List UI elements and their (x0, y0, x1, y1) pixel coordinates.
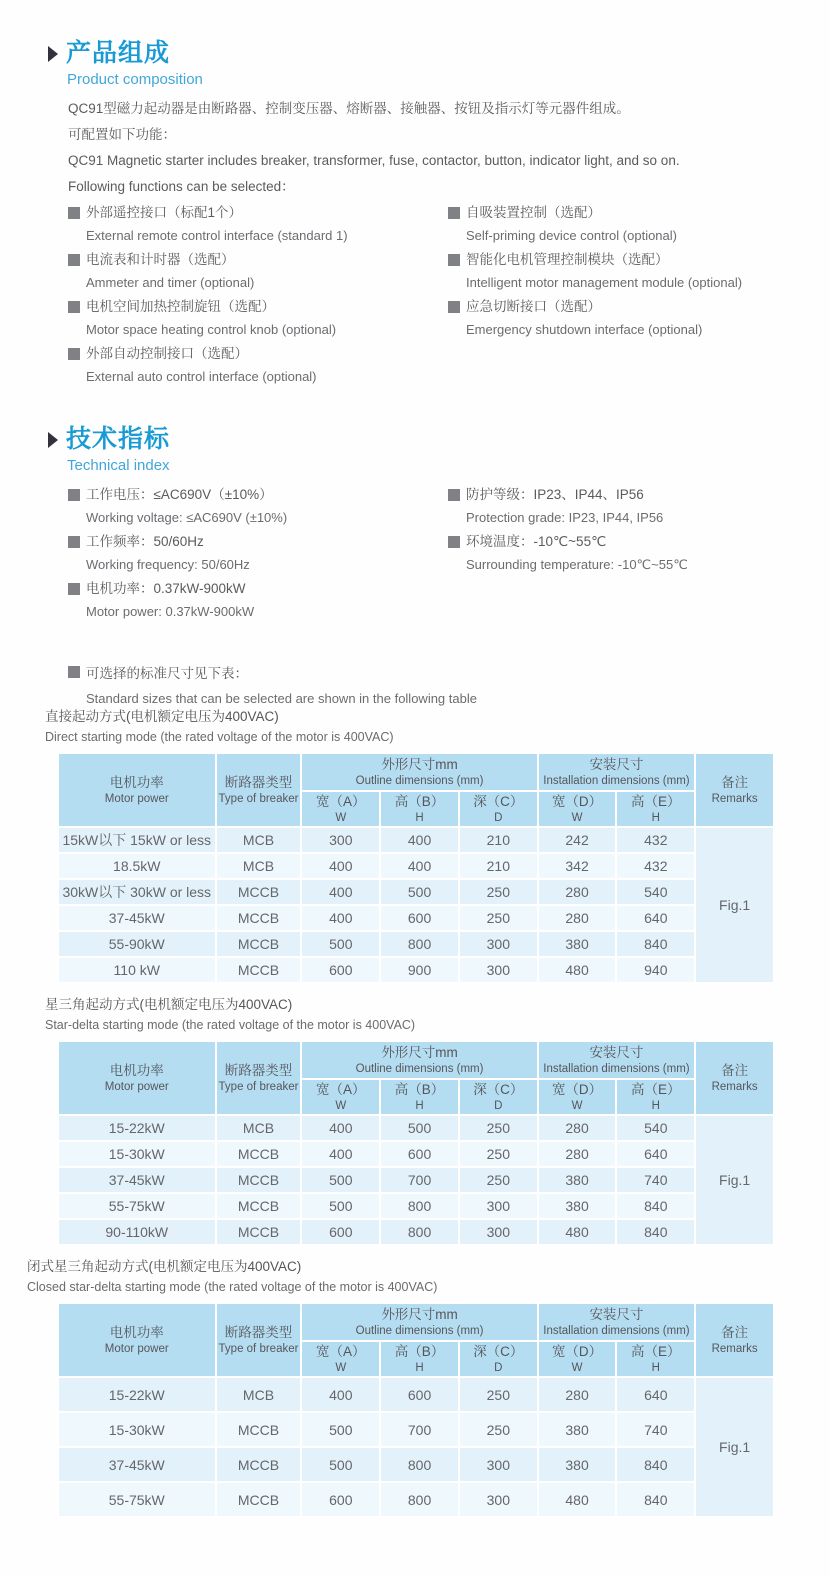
table-head (58, 1303, 774, 1377)
table-cell: 55-90kW (58, 931, 216, 957)
table-cell: 380 (538, 931, 617, 957)
table-cell: 740 (616, 1167, 695, 1193)
table-row (58, 1219, 774, 1245)
table-cell: 400 (301, 1377, 380, 1412)
table-cell: 15-22kW (58, 1377, 216, 1412)
feature-zh: 外部遥控接口（标配1个） (86, 204, 243, 220)
table-caption-zh: 星三角起动方式(电机额定电压为400VAC) (45, 997, 293, 1012)
feature-item (68, 206, 448, 242)
table-cell: 210 (459, 827, 538, 853)
feature-zh: 电流表和计时器（选配） (86, 251, 235, 267)
note-en: Standard sizes that can be selected are shown in the following table (86, 691, 477, 706)
feature-zh: 智能化电机管理控制模块（选配） (466, 251, 669, 267)
table-cell: 300 (459, 1447, 538, 1482)
feature-list (68, 206, 800, 394)
header-height-b: 高（B） H (380, 791, 459, 827)
table-cell: 250 (459, 879, 538, 905)
header-remarks: 备注 Remarks (695, 1303, 774, 1377)
spec-item (68, 535, 448, 571)
spec-item (448, 535, 800, 571)
table-row (58, 1482, 774, 1517)
table-cell: 400 (380, 827, 459, 853)
section-header (48, 40, 800, 68)
table-cell: 400 (301, 853, 380, 879)
table-cell: 480 (538, 957, 617, 983)
table-cell: MCCB (216, 905, 302, 931)
spec-item (68, 488, 448, 524)
spec-zh: 环境温度：-10℃~55℃ (466, 533, 607, 549)
header-width-d: 宽（D） W (538, 791, 617, 827)
spec-zh: 电机功率：0.37kW-900kW (86, 580, 246, 596)
spec-en: Motor power: 0.37kW-900kW (86, 603, 255, 619)
table-cell: 540 (616, 879, 695, 905)
header-installation-dimensions: 安装尺寸 Installation dimensions (mm) (538, 1041, 696, 1079)
paragraph: 可配置如下功能： (68, 126, 176, 142)
feature-en: Motor space heating control knob (optional) (86, 321, 337, 337)
remark-cell: Fig.1 (695, 827, 774, 983)
table-cell: 600 (380, 1377, 459, 1412)
table-caption-zh: 直接起动方式(电机额定电压为400VAC) (45, 709, 279, 724)
table-cell: 110 kW (58, 957, 216, 983)
header-height-b: 高（B） H (380, 1079, 459, 1115)
spec-zh: 工作电压：≤AC690V（±10%） (86, 486, 273, 502)
table-cell: MCCB (216, 1412, 302, 1447)
table-cell: MCCB (216, 1447, 302, 1482)
header-motor-power: 电机功率 Motor power (58, 753, 216, 827)
section-header (48, 426, 800, 454)
header-motor-power: 电机功率 Motor power (58, 1303, 216, 1377)
table-cell: 280 (538, 1377, 617, 1412)
standard-sizes-note (68, 662, 477, 706)
header-height-b: 高（B） H (380, 1341, 459, 1377)
table-cell: 15-30kW (58, 1412, 216, 1447)
table-cell: 700 (380, 1412, 459, 1447)
feature-zh: 自吸装置控制（选配） (466, 204, 601, 220)
table-row (58, 1115, 774, 1141)
table-row (58, 1167, 774, 1193)
table-cell: 500 (301, 931, 380, 957)
spec-en: Protection grade: IP23, IP44, IP56 (466, 509, 664, 525)
header-width-d: 宽（D） W (538, 1341, 617, 1377)
table-cell: 280 (538, 1141, 617, 1167)
table-cell: 300 (459, 1482, 538, 1517)
header-breaker-type: 断路器类型 Type of breaker (216, 1303, 302, 1377)
table-cell: 600 (301, 1482, 380, 1517)
table-cell: MCCB (216, 931, 302, 957)
section-title-en: Product composition (67, 70, 203, 88)
table-row (58, 957, 774, 983)
feature-column-left (68, 206, 448, 394)
table-cell: MCCB (216, 1193, 302, 1219)
table-row (58, 1412, 774, 1447)
remark-cell: Fig.1 (695, 1115, 774, 1245)
table-cell: 242 (538, 827, 617, 853)
header-group-row (58, 753, 774, 791)
feature-en: Intelligent motor management module (optional) (466, 274, 743, 290)
table-cell: 600 (380, 1141, 459, 1167)
table-row (58, 879, 774, 905)
table-cell: 250 (459, 1141, 538, 1167)
header-group-row (58, 1303, 774, 1341)
table-cell: 640 (616, 905, 695, 931)
table-cell: 432 (616, 827, 695, 853)
table-cell: 500 (301, 1193, 380, 1219)
table-cell: 342 (538, 853, 617, 879)
table-cell: 37-45kW (58, 1167, 216, 1193)
spec-item (68, 582, 448, 618)
table-cell: 250 (459, 1167, 538, 1193)
table-row (58, 853, 774, 879)
table-cell: 400 (301, 879, 380, 905)
bullet-square-icon (448, 254, 460, 266)
section-title-zh: 产品组成 (66, 39, 171, 67)
table-cell: 500 (301, 1447, 380, 1482)
table-body (58, 1377, 774, 1517)
bullet-square-icon (68, 254, 80, 266)
table-cell: 600 (380, 905, 459, 931)
table-cell: 800 (380, 1219, 459, 1245)
table-head (58, 753, 774, 827)
table-cell: 30kW以下 30kW or less (58, 879, 216, 905)
paragraph: Following functions can be selected： (68, 178, 295, 194)
section-title-en: Technical index (67, 456, 170, 474)
table-cell: 300 (459, 1219, 538, 1245)
header-outline-dimensions: 外形尺寸mm Outline dimensions (mm) (301, 753, 537, 791)
table-cell: 900 (380, 957, 459, 983)
table-body (58, 1115, 774, 1245)
bullet-square-icon (68, 489, 80, 501)
intro-paragraphs (68, 102, 800, 194)
feature-zh: 应急切断接口（选配） (466, 298, 601, 314)
table-cell: 840 (616, 931, 695, 957)
header-depth-c: 深（C） D (459, 1079, 538, 1115)
table-cell: 380 (538, 1167, 617, 1193)
table-cell: 840 (616, 1482, 695, 1517)
table-cell: 640 (616, 1141, 695, 1167)
table-cell: 250 (459, 1412, 538, 1447)
table-cell: 15kW以下 15kW or less (58, 827, 216, 853)
spec-en: Working frequency: 50/60Hz (86, 556, 250, 572)
header-motor-power: 电机功率 Motor power (58, 1041, 216, 1115)
table-row (58, 931, 774, 957)
header-width-a: 宽（A） W (301, 1079, 380, 1115)
table-body (58, 827, 774, 983)
table-cell: 380 (538, 1412, 617, 1447)
table-closed-star-delta (27, 1259, 775, 1518)
table-head (58, 1041, 774, 1115)
table-caption-en: Star-delta starting mode (the rated voltage of the motor is 400VAC) (45, 1018, 416, 1032)
header-remarks: 备注 Remarks (695, 753, 774, 827)
table-cell: 840 (616, 1219, 695, 1245)
feature-en: Ammeter and timer (optional) (86, 274, 255, 290)
table-cell: 480 (538, 1482, 617, 1517)
table-cell: 250 (459, 1115, 538, 1141)
header-depth-c: 深（C） D (459, 1341, 538, 1377)
table-cell: 400 (301, 1115, 380, 1141)
table-cell: 600 (301, 1219, 380, 1245)
table-row (58, 827, 774, 853)
table-cell: 210 (459, 853, 538, 879)
dimensions-table (57, 752, 775, 984)
section-technical-index (48, 426, 800, 629)
table-cell: 500 (301, 1167, 380, 1193)
feature-zh: 电机空间加热控制旋钮（选配） (86, 298, 275, 314)
table-cell: 400 (301, 1141, 380, 1167)
table-row (58, 1377, 774, 1412)
header-width-a: 宽（A） W (301, 791, 380, 827)
header-group-row (58, 1041, 774, 1079)
table-cell: 15-22kW (58, 1115, 216, 1141)
table-cell: 840 (616, 1193, 695, 1219)
feature-item (448, 300, 800, 336)
table-cell: 250 (459, 905, 538, 931)
feature-en: Self-priming device control (optional) (466, 227, 677, 243)
bullet-square-icon (68, 666, 80, 678)
bullet-square-icon (68, 348, 80, 360)
header-width-a: 宽（A） W (301, 1341, 380, 1377)
table-cell: MCCB (216, 1141, 302, 1167)
spec-column-right (448, 488, 800, 629)
header-outline-dimensions: 外形尺寸mm Outline dimensions (mm) (301, 1303, 537, 1341)
table-cell: 500 (380, 879, 459, 905)
table-cell: MCCB (216, 1219, 302, 1245)
table-caption-en: Direct starting mode (the rated voltage of the motor is 400VAC) (45, 730, 394, 744)
bullet-square-icon (68, 301, 80, 313)
spec-item (448, 488, 800, 524)
table-cell: 55-75kW (58, 1482, 216, 1517)
dimensions-table (57, 1302, 775, 1518)
section-marker-icon (48, 432, 58, 448)
table-row (58, 1447, 774, 1482)
table-cell: 380 (538, 1193, 617, 1219)
table-cell: 400 (301, 905, 380, 931)
spec-en: Surrounding temperature: -10℃~55℃ (466, 556, 688, 572)
spec-en: Working voltage: ≤AC690V (±10%) (86, 509, 288, 525)
table-cell: 15-30kW (58, 1141, 216, 1167)
paragraph: QC91型磁力起动器是由断路器、控制变压器、熔断器、接触器、按钮及指示灯等元器件组成。 (68, 100, 630, 116)
feature-item (68, 300, 448, 336)
table-cell: 300 (459, 1193, 538, 1219)
table-row (58, 905, 774, 931)
table-cell: MCCB (216, 957, 302, 983)
table-cell: 700 (380, 1167, 459, 1193)
header-installation-dimensions: 安装尺寸 Installation dimensions (mm) (538, 1303, 696, 1341)
table-cell: 90-110kW (58, 1219, 216, 1245)
spec-column-left (68, 488, 448, 629)
table-cell: 55-75kW (58, 1193, 216, 1219)
table-cell: 37-45kW (58, 1447, 216, 1482)
table-caption-zh: 闭式星三角起动方式(电机额定电压为400VAC) (27, 1259, 302, 1274)
section-title-zh: 技术指标 (66, 425, 171, 453)
bullet-square-icon (68, 583, 80, 595)
table-cell: 740 (616, 1412, 695, 1447)
header-height-e: 高（E） H (616, 1079, 695, 1115)
header-remarks: 备注 Remarks (695, 1041, 774, 1115)
table-cell: 840 (616, 1447, 695, 1482)
dimensions-table (57, 1040, 775, 1246)
table-cell: MCB (216, 1377, 302, 1412)
feature-en: Emergency shutdown interface (optional) (466, 321, 703, 337)
header-depth-c: 深（C） D (459, 791, 538, 827)
table-star-delta (45, 997, 775, 1246)
feature-item (448, 253, 800, 289)
feature-item (448, 206, 800, 242)
table-cell: 800 (380, 1447, 459, 1482)
feature-item (68, 347, 448, 383)
table-cell: 800 (380, 931, 459, 957)
table-cell: 940 (616, 957, 695, 983)
bullet-square-icon (448, 301, 460, 313)
table-cell: MCCB (216, 1482, 302, 1517)
table-direct-starting (45, 709, 775, 984)
table-cell: 640 (616, 1377, 695, 1412)
header-outline-dimensions: 外形尺寸mm Outline dimensions (mm) (301, 1041, 537, 1079)
spec-list (68, 488, 800, 629)
feature-item (68, 253, 448, 289)
table-cell: 800 (380, 1482, 459, 1517)
feature-en: External remote control interface (standard 1) (86, 227, 348, 243)
table-cell: MCB (216, 853, 302, 879)
table-cell: 800 (380, 1193, 459, 1219)
table-cell: 500 (301, 1412, 380, 1447)
table-cell: MCB (216, 1115, 302, 1141)
note-zh: 可选择的标准尺寸见下表： (86, 666, 248, 681)
table-cell: 300 (459, 957, 538, 983)
table-cell: 280 (538, 879, 617, 905)
paragraph: QC91 Magnetic starter includes breaker, transformer, fuse, contactor, button, indicator light, and so on. (68, 152, 680, 168)
table-cell: 480 (538, 1219, 617, 1245)
table-cell: 250 (459, 1377, 538, 1412)
table-cell: MCB (216, 827, 302, 853)
table-cell: 380 (538, 1447, 617, 1482)
bullet-square-icon (448, 207, 460, 219)
bullet-square-icon (448, 536, 460, 548)
section-marker-icon (48, 46, 58, 62)
table-cell: 280 (538, 1115, 617, 1141)
header-width-d: 宽（D） W (538, 1079, 617, 1115)
header-breaker-type: 断路器类型 Type of breaker (216, 1041, 302, 1115)
header-installation-dimensions: 安装尺寸 Installation dimensions (mm) (538, 753, 696, 791)
table-cell: 37-45kW (58, 905, 216, 931)
table-cell: MCCB (216, 879, 302, 905)
spec-zh: 工作频率：50/60Hz (86, 533, 204, 549)
table-cell: 300 (301, 827, 380, 853)
spec-zh: 防护等级：IP23、IP44、IP56 (466, 486, 644, 502)
table-caption-en: Closed star-delta starting mode (the rated voltage of the motor is 400VAC) (27, 1280, 438, 1294)
table-cell: 400 (380, 853, 459, 879)
remark-cell: Fig.1 (695, 1377, 774, 1517)
header-height-e: 高（E） H (616, 791, 695, 827)
table-cell: 432 (616, 853, 695, 879)
table-cell: 540 (616, 1115, 695, 1141)
table-cell: 300 (459, 931, 538, 957)
table-row (58, 1141, 774, 1167)
header-breaker-type: 断路器类型 Type of breaker (216, 753, 302, 827)
table-cell: 18.5kW (58, 853, 216, 879)
bullet-square-icon (448, 489, 460, 501)
table-cell: 280 (538, 905, 617, 931)
table-cell: 500 (380, 1115, 459, 1141)
feature-zh: 外部自动控制接口（选配） (86, 345, 248, 361)
table-cell: 600 (301, 957, 380, 983)
bullet-square-icon (68, 207, 80, 219)
feature-column-right (448, 206, 800, 394)
table-cell: MCCB (216, 1167, 302, 1193)
table-row (58, 1193, 774, 1219)
section-product-composition (48, 40, 800, 394)
feature-en: External auto control interface (optional) (86, 368, 317, 384)
bullet-square-icon (68, 536, 80, 548)
header-height-e: 高（E） H (616, 1341, 695, 1377)
